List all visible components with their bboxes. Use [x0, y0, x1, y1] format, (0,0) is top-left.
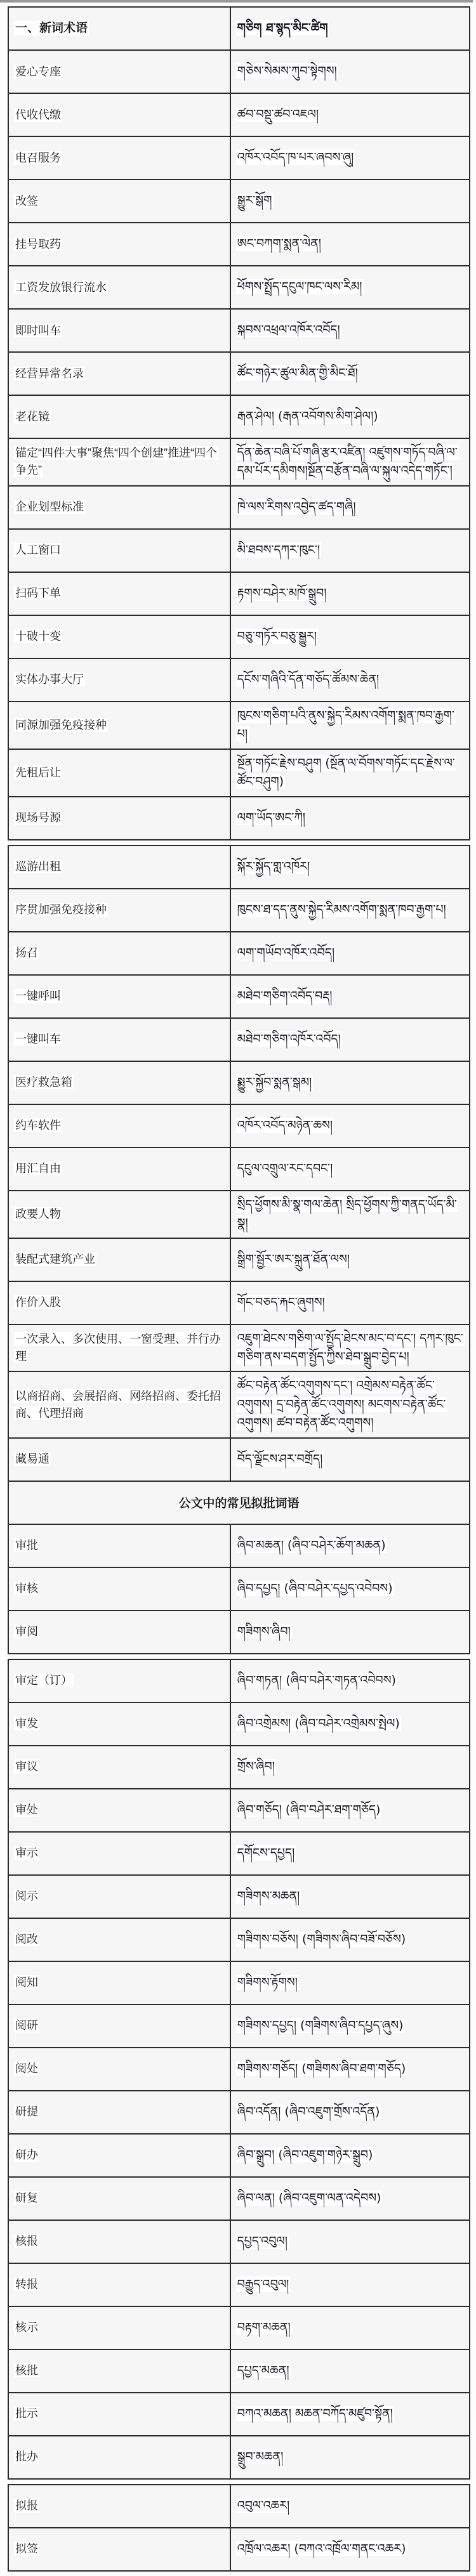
term-chinese-cell-text: 阅处	[15, 2062, 38, 2076]
term-tibetan-cell-text: ཚབ་བསྡུ་ཚབ་འཇལ།	[237, 107, 319, 122]
term-chinese-cell	[8, 1524, 230, 1567]
term-tibetan-cell	[230, 136, 470, 180]
table-row	[8, 529, 470, 572]
term-chinese-cell-text: 同源加强免疫接种	[15, 718, 107, 731]
term-chinese-cell-text: 人工窗口	[15, 544, 61, 557]
term-chinese-cell-text: 阅示	[15, 1890, 38, 1903]
term-tibetan-cell	[230, 2134, 470, 2177]
table-row	[8, 1281, 470, 1324]
term-chinese-cell-text: 拟报	[15, 2499, 38, 2513]
term-tibetan-cell	[230, 2485, 470, 2528]
term-chinese-cell	[8, 50, 230, 93]
term-tibetan-cell	[230, 615, 470, 658]
term-chinese-cell	[8, 932, 230, 975]
term-tibetan-cell	[230, 2393, 470, 2436]
term-tibetan-cell-text: སྨྱུར་སྐྱོབ་སྨན་སྒམ།	[237, 1075, 312, 1089]
table-row	[8, 93, 470, 136]
term-tibetan-cell-text: དཔྱད་འབུལ།	[237, 2233, 288, 2248]
term-tibetan-cell	[230, 702, 470, 749]
table-row	[8, 352, 470, 395]
term-chinese-cell	[8, 797, 230, 840]
term-tibetan-cell-text: ཞིབ་འདོན། (ཞིབ་འཇུག་གྲོས་འདོན)	[237, 2104, 380, 2119]
term-tibetan-cell-text: འཁོར་འབོད་མཉེན་ཆས།	[237, 1118, 333, 1132]
term-tibetan-cell	[230, 395, 470, 438]
table-row	[8, 2134, 470, 2177]
term-tibetan-cell-text: མི་ཐབས་དཀར་ཁུང་།	[237, 543, 321, 558]
tables-container	[0, 6, 476, 2572]
term-chinese-cell	[8, 529, 230, 572]
term-chinese-cell-text: 用汇自由	[15, 1162, 61, 1175]
term-tibetan-cell	[230, 932, 470, 975]
term-tibetan-cell	[230, 572, 470, 615]
term-tibetan-cell	[230, 2350, 470, 2393]
term-tibetan-cell-text: རྒན་ཤེལ། (རྒན་འབོགས་མིག་ཤེལ།)	[237, 409, 378, 424]
term-tibetan-cell	[230, 1961, 470, 2004]
term-chinese-cell-text: 锚定“四件大事”聚焦“四个创建”推进“四个争先”	[15, 447, 217, 477]
term-table	[8, 2484, 470, 2572]
term-tibetan-cell	[230, 7, 470, 50]
term-chinese-cell	[8, 2350, 230, 2393]
term-tibetan-cell	[230, 1611, 470, 1654]
term-tibetan-cell-text: གཟིགས་མཆན།	[237, 1888, 300, 1903]
table-row	[8, 749, 470, 797]
table-row	[8, 1371, 470, 1437]
term-chinese-cell-text: 装配式建筑产业	[15, 1253, 95, 1265]
term-chinese-cell-text: 政要人物	[15, 1207, 61, 1220]
table-row	[8, 1875, 470, 1918]
term-chinese-cell-text: 电召服务	[15, 151, 61, 164]
term-tibetan-cell	[230, 1567, 470, 1611]
term-tibetan-cell	[230, 1438, 470, 1481]
term-chinese-cell-text: 研提	[15, 2105, 38, 2119]
term-tibetan-cell-text: ཞིབ་སྒྲུབ། (ཞིབ་འཇུག་གཉེར་སྒྲུབ)	[237, 2147, 373, 2162]
term-chinese-cell	[8, 438, 230, 486]
term-chinese-cell	[8, 1961, 230, 2004]
table-row	[8, 2004, 470, 2048]
term-chinese-cell-text: 代收代缴	[15, 108, 61, 121]
term-table	[8, 1659, 470, 2480]
term-chinese-cell-text: 挂号取药	[15, 237, 61, 251]
term-chinese-cell	[8, 2263, 230, 2306]
term-tibetan-cell-text: འཇུག་ཐེངས་གཅིག་ལ་སྤྱོད་ཐེངས་མང་བ་དང་། དཀར་ཁུང་གཅིག་ནས་བདག་སྤྱོད་ཀྱིས་ཐེབ་སྒྲུབ་བྱེད་པ།	[237, 1331, 463, 1364]
term-tibetan-cell-text: གཟིགས་གཅོད། (གཟིགས་ཞིབ་ཐག་གཅོད)	[237, 2061, 406, 2076]
table-row	[8, 2220, 470, 2263]
term-tibetan-cell-text: གཟིགས་རྟོགས།	[237, 1975, 298, 1989]
term-chinese-cell	[8, 7, 230, 50]
term-chinese-cell-text: 拟签	[15, 2542, 38, 2556]
term-chinese-cell	[8, 1281, 230, 1324]
term-chinese-cell	[8, 1789, 230, 1832]
term-chinese-cell	[8, 2528, 230, 2571]
term-chinese-cell	[8, 1567, 230, 1611]
term-chinese-cell	[8, 136, 230, 180]
table-row	[8, 932, 470, 975]
table-row	[8, 2393, 470, 2436]
table-row	[8, 136, 470, 180]
term-tibetan-cell-text: སྒྲིག་སྦྱོར་ཨར་སྐྲུན་ཐོན་ལས།	[237, 1252, 350, 1266]
table-row	[8, 1703, 470, 1746]
table-row	[8, 1789, 470, 1832]
term-chinese-cell	[8, 1611, 230, 1654]
term-chinese-cell-text: 约车软件	[15, 1119, 61, 1132]
term-chinese-cell	[8, 1918, 230, 1961]
term-tibetan-cell-text: ཨང་བཀག་སྨན་ལེན།	[237, 237, 321, 251]
term-chinese-cell	[8, 352, 230, 395]
term-chinese-cell-text: 核报	[15, 2235, 38, 2248]
term-chinese-cell	[8, 180, 230, 223]
term-chinese-cell	[8, 1104, 230, 1147]
term-tibetan-cell	[230, 1703, 470, 1746]
term-chinese-cell	[8, 2393, 230, 2436]
table-row	[8, 486, 470, 529]
table-row	[8, 615, 470, 658]
term-table	[8, 845, 470, 1654]
term-chinese-cell-text: 转报	[15, 2278, 38, 2291]
table-row	[8, 1961, 470, 2004]
term-table	[8, 6, 470, 840]
table-row	[8, 2350, 470, 2393]
term-chinese-cell-text: 扬召	[15, 946, 38, 960]
term-chinese-cell	[8, 2134, 230, 2177]
term-chinese-cell	[8, 2436, 230, 2479]
term-chinese-cell-text: 老花镜	[15, 410, 50, 423]
term-tibetan-cell	[230, 2263, 470, 2306]
term-tibetan-cell-text: བཅུ་གཏོར་བཅུ་སྒྱུར།	[237, 629, 317, 644]
term-tibetan-cell-text: བརྟག་མཆན།	[237, 2320, 291, 2334]
table-row	[8, 2263, 470, 2306]
term-tibetan-cell	[230, 846, 470, 889]
term-chinese-cell	[8, 615, 230, 658]
term-chinese-cell	[8, 1147, 230, 1191]
term-tibetan-cell-text: གཟིགས་བཅོས། (གཟིགས་ཞིབ་བཟོ་བཅོས)	[237, 1932, 406, 1946]
table-row	[8, 846, 470, 889]
term-chinese-cell	[8, 1703, 230, 1746]
term-tibetan-cell-text: ཞིབ་གཏན། (ཞིབ་བཤེར་གཏན་འབེབས)	[237, 1673, 396, 1687]
term-chinese-cell-text: 阅研	[15, 2019, 38, 2032]
term-tibetan-cell	[230, 1324, 470, 1372]
table-row	[8, 1104, 470, 1147]
term-chinese-cell-text: 核批	[15, 2364, 38, 2377]
term-tibetan-cell-text: སྐབས་འཕྲལ་འཁོར་འབོད།	[237, 323, 340, 337]
term-chinese-cell-text: 审定（订）	[15, 1674, 72, 1687]
term-tibetan-cell	[230, 2528, 470, 2571]
term-tibetan-cell-text: སྔོན་གཏོང་རྗེས་བཤུག (སྔོན་ལ་བོགས་གཏོང་དང་རྗེས་ལ་ཚོང་བཤུག)	[237, 755, 455, 789]
term-tibetan-cell-text: འཁྲོལ་འཆར། (བཀའ་འཁྲོལ་གནང་འཆར)	[237, 2541, 406, 2556]
table-row	[8, 2177, 470, 2220]
term-tibetan-cell-text: ཞིབ་མཆན། (ཞིབ་བཤེར་ཆོག་མཆན)	[237, 1538, 386, 1552]
term-tibetan-cell	[230, 749, 470, 797]
term-tibetan-cell-text: ཞིབ་གཅོད། (ཞིབ་བཤེར་ཐག་གཅོད)	[237, 1802, 381, 1817]
table-row	[8, 2436, 470, 2479]
term-chinese-cell-text: 阅知	[15, 1976, 38, 1989]
column-header-row	[8, 7, 470, 50]
term-chinese-cell	[8, 1324, 230, 1372]
term-tibetan-cell-text: དོན་ཆེན་བཞི་པོ་གཞི་རྩར་འཛིན། འཛུགས་གཏོད་བཞི་ལ་དམ་པོར་དམིགས།སྔོན་བརྩོན་བཞི་ལ་སྐུལ་འདེད་གཏོང་།	[237, 445, 458, 478]
term-chinese-cell-text: 审发	[15, 1717, 38, 1730]
table-row	[8, 1061, 470, 1104]
term-chinese-cell-text: 审处	[15, 1803, 38, 1817]
table-row	[8, 2091, 470, 2134]
term-tibetan-cell	[230, 438, 470, 486]
term-chinese-cell	[8, 658, 230, 702]
term-chinese-cell	[8, 93, 230, 136]
term-tibetan-cell	[230, 1875, 470, 1918]
term-chinese-cell	[8, 2048, 230, 2091]
table-row	[8, 1746, 470, 1789]
term-tibetan-cell-text: ལག་ཡོད་ཨང་ཀི།	[237, 810, 305, 825]
term-chinese-cell	[8, 1238, 230, 1281]
term-tibetan-cell-text: ཚོང་གཉེར་ཚུལ་མིན་གྱི་མིང་ཐོ།	[237, 366, 358, 381]
table-row	[8, 1438, 470, 1481]
term-tibetan-cell-text: བོད་ལྗོངས་ཤར་བགྲོད།	[237, 1451, 323, 1466]
term-chinese-cell	[8, 702, 230, 749]
section-header-row	[8, 1481, 470, 1524]
term-chinese-cell-text: 审阅	[15, 1625, 38, 1638]
term-tibetan-cell	[230, 2306, 470, 2350]
table-row	[8, 1191, 470, 1238]
table-row	[8, 1238, 470, 1281]
term-tibetan-cell	[230, 975, 470, 1018]
term-tibetan-cell-text: ཕོགས་སྤྲོད་དངུལ་ཁང་ལས་རིམ།	[237, 280, 362, 294]
term-chinese-cell	[8, 1061, 230, 1104]
term-tibetan-cell-text: སྐོར་སྐྱོད་གླ་འཁོར།	[237, 859, 310, 873]
term-chinese-cell	[8, 1875, 230, 1918]
term-chinese-cell-text: 序贯加强免疫接种	[15, 903, 107, 917]
term-tibetan-cell	[230, 180, 470, 223]
term-tibetan-cell	[230, 486, 470, 529]
table-row	[8, 702, 470, 749]
term-tibetan-cell	[230, 1061, 470, 1104]
term-tibetan-cell-text: དངོས་གཞིའི་དོན་གཅོད་ཚོམས་ཆེན།	[237, 672, 380, 687]
section-title-text: 公文中的常见拟批词语	[178, 1497, 300, 1511]
term-chinese-cell-text: 一键呼叫	[15, 990, 61, 1003]
table-row	[8, 2306, 470, 2350]
term-chinese-cell	[8, 846, 230, 889]
term-chinese-cell-text: 现场号源	[15, 811, 61, 825]
term-chinese-cell-text: 工资发放银行流水	[15, 280, 107, 294]
table-row	[8, 1018, 470, 1061]
table-row	[8, 1918, 470, 1961]
term-chinese-cell-text: 实体办事大厅	[15, 673, 84, 686]
term-chinese-cell	[8, 1191, 230, 1238]
term-chinese-cell-text: 企业划型标准	[15, 500, 84, 514]
term-chinese-cell	[8, 1018, 230, 1061]
term-chinese-cell-text: 研办	[15, 2148, 38, 2162]
table-row	[8, 1147, 470, 1191]
term-tibetan-cell-text: བཀའ་མཆན། མཆན་བཀོད་མཛུབ་སྟོན།	[237, 2406, 393, 2421]
term-chinese-cell-text: 一、新词术语	[15, 21, 88, 35]
term-chinese-cell	[8, 889, 230, 932]
term-tibetan-cell	[230, 1746, 470, 1789]
table-row	[8, 2528, 470, 2571]
term-tibetan-cell	[230, 1191, 470, 1238]
table-row	[8, 50, 470, 93]
term-tibetan-cell	[230, 658, 470, 702]
term-chinese-cell	[8, 2091, 230, 2134]
term-chinese-cell-text: 一次录入、多次使用、一窗受理、并行办理	[15, 1332, 221, 1363]
term-chinese-cell-text: 爱心专座	[15, 65, 61, 78]
term-tibetan-cell	[230, 309, 470, 352]
table-row	[8, 438, 470, 486]
term-chinese-cell-text: 批示	[15, 2407, 38, 2421]
term-chinese-cell	[8, 2306, 230, 2350]
term-chinese-cell-text: 作价入股	[15, 1296, 61, 1309]
term-tibetan-cell-text: ཞིབ་ལན། (ཞིབ་འཇུག་ལན་འདེབས)	[237, 2190, 381, 2205]
term-tibetan-cell	[230, 2177, 470, 2220]
table-row	[8, 658, 470, 702]
term-tibetan-cell	[230, 93, 470, 136]
term-chinese-cell-text: 审议	[15, 1760, 38, 1774]
term-chinese-cell	[8, 309, 230, 352]
table-row	[8, 266, 470, 309]
table-row	[8, 223, 470, 266]
term-tibetan-cell-text: སྒྲུབ་མཆན།	[237, 2449, 284, 2464]
term-tibetan-cell	[230, 1832, 470, 1875]
term-chinese-cell	[8, 266, 230, 309]
term-tibetan-cell	[230, 1659, 470, 1703]
table-row	[8, 1832, 470, 1875]
term-tibetan-cell	[230, 1018, 470, 1061]
table-row	[8, 180, 470, 223]
table-row	[8, 889, 470, 932]
term-tibetan-cell-text: ཁུངས་གཅིག་པའི་ནུས་སྐྱེད་རིམས་འགོག་སྨན་ཁབ་རྒྱག་པ།	[237, 708, 454, 742]
term-chinese-cell-text: 以商招商、会展招商、网络招商、委托招商、代理招商	[15, 1389, 221, 1420]
term-chinese-cell	[8, 975, 230, 1018]
term-tibetan-cell-text: ཞིབ་འགྲེམས། (ཞིབ་བཤེར་འགྲེམས་སྤེལ)	[237, 1716, 400, 1730]
term-tibetan-cell-text: གོང་བཅད་རྐང་ཞུགས།	[237, 1295, 325, 1309]
term-tibetan-cell	[230, 1238, 470, 1281]
table-row	[8, 975, 470, 1018]
term-chinese-cell	[8, 1371, 230, 1437]
table-row	[8, 2048, 470, 2091]
term-tibetan-cell-text: མཐེབ་གཅིག་འབོད་བརྡ།	[237, 988, 333, 1003]
table-row	[8, 1659, 470, 1703]
term-tibetan-cell	[230, 1918, 470, 1961]
table-row	[8, 309, 470, 352]
term-chinese-cell-text: 先租后让	[15, 766, 61, 779]
table-row	[8, 797, 470, 840]
term-tibetan-cell-text: དངུལ་འགྲུལ་རང་དབང་།	[237, 1161, 333, 1175]
term-chinese-cell-text: 批办	[15, 2450, 38, 2464]
term-tibetan-cell-text: ཚོང་བརྟེན་ཚོང་འགུགས་དང་། འགྲེམས་བརྟེན་ཚོང་འགུགས། དྲ་བརྟེན་ཚོང་འགུགས། མངགས་བརྟེན་ཚོང་འགུགས། ཚབ་བརྟེན་ཚོང་འགུགས།	[237, 1378, 446, 1430]
term-tibetan-cell-text: དགོངས་དཔྱད།	[237, 1845, 295, 1860]
term-tibetan-cell	[230, 1104, 470, 1147]
term-tibetan-cell-text: འཁོར་འབོད་ཁ་པར་ཞབས་ཞུ།	[237, 150, 354, 165]
term-tibetan-cell	[230, 1147, 470, 1191]
term-tibetan-cell	[230, 2004, 470, 2048]
table-row	[8, 395, 470, 438]
term-tibetan-cell	[230, 2436, 470, 2479]
term-tibetan-cell	[230, 266, 470, 309]
term-chinese-cell-text: 一键叫车	[15, 1033, 61, 1046]
term-chinese-cell	[8, 749, 230, 797]
term-tibetan-cell-text: བརྒྱུད་འབུལ།	[237, 2277, 289, 2291]
table-row	[8, 1524, 470, 1567]
term-tibetan-cell-text: ཞིབ་དཔྱད། (ཞིབ་བཤེར་དཔྱད་འབེབས)	[237, 1581, 393, 1595]
term-chinese-cell	[8, 395, 230, 438]
term-tibetan-cell-text: སྒྱུར་སྒོག	[237, 193, 272, 208]
term-chinese-cell	[8, 223, 230, 266]
term-tibetan-cell	[230, 2091, 470, 2134]
term-tibetan-cell	[230, 889, 470, 932]
term-tibetan-cell-text: གྲོས་ཞིབ།	[237, 1759, 275, 1774]
top-cutoff-rule	[0, 0, 473, 3]
term-chinese-cell-text: 审示	[15, 1847, 38, 1860]
term-chinese-cell	[8, 1832, 230, 1875]
term-tibetan-cell-text: ཁེ་ལས་རིགས་འབྱེད་ཚད་གཞི།	[237, 500, 356, 514]
term-chinese-cell-text: 研复	[15, 2192, 38, 2205]
term-chinese-cell	[8, 1438, 230, 1481]
term-tibetan-cell	[230, 2048, 470, 2091]
term-tibetan-cell-text: གཅེས་སེམས་ཀུབ་སྟེགས།	[237, 64, 337, 79]
term-tibetan-cell	[230, 1789, 470, 1832]
term-tibetan-cell	[230, 50, 470, 93]
table-row	[8, 1611, 470, 1654]
term-tibetan-cell-text: འབུལ་འཆར།	[237, 2498, 290, 2513]
term-tibetan-cell-text: གཟིགས་དཔྱད། (གཟིགས་ཞིབ་དཔྱད་ཞུས)	[237, 2018, 404, 2032]
term-tibetan-cell-text: ཁུངས་ཐ་དད་ནུས་སྐྱེད་རིམས་འགོག་སྨན་ཁབ་རྒྱག་པ།	[237, 902, 446, 917]
term-tibetan-cell-text: གཟིགས་ཞིབ།	[237, 1624, 291, 1638]
term-chinese-cell-text: 审批	[15, 1539, 38, 1552]
term-chinese-cell-text: 经营异常名录	[15, 367, 84, 380]
term-tibetan-cell-text: ལག་གཡོབ་འཁོར་འབོད།	[237, 945, 335, 960]
term-tibetan-cell-text: རྟགས་བཤེར་མཁོ་སྒྲུབ།	[237, 586, 327, 601]
term-tibetan-cell-text: མཐེབ་གཅིག་འཁོར་འབོད།	[237, 1031, 341, 1046]
term-tibetan-cell	[230, 1371, 470, 1437]
term-chinese-cell-text: 藏易通	[15, 1453, 50, 1466]
term-chinese-cell-text: 医疗救急箱	[15, 1076, 72, 1089]
term-tibetan-cell	[230, 223, 470, 266]
term-chinese-cell-text: 阅改	[15, 1933, 38, 1946]
table-row	[8, 572, 470, 615]
term-chinese-cell	[8, 2485, 230, 2528]
term-chinese-cell	[8, 1746, 230, 1789]
term-chinese-cell-text: 十破十变	[15, 630, 61, 643]
term-chinese-cell	[8, 2004, 230, 2048]
term-tibetan-cell-text: སྲིད་ཕྱོགས་མི་སྣ་གལ་ཆེན། སྲིད་ཕྱོགས་ཀྱི་གནད་ཡོད་མི་སྣ།	[237, 1197, 457, 1231]
section-title	[8, 1481, 470, 1524]
term-chinese-cell-text: 巡游出租	[15, 860, 61, 873]
term-tibetan-cell-text: གཅིག ཐ་སྙད་མིང་ཚིག	[237, 21, 328, 36]
term-chinese-cell-text: 即时叫车	[15, 324, 61, 337]
term-chinese-cell	[8, 486, 230, 529]
term-chinese-cell-text: 扫码下单	[15, 587, 61, 600]
term-chinese-cell-text: 核示	[15, 2321, 38, 2334]
term-tibetan-cell-text: དཔྱད་མཆན།	[237, 2363, 289, 2377]
term-tibetan-cell	[230, 1524, 470, 1567]
term-tibetan-cell	[230, 797, 470, 840]
table-row	[8, 2485, 470, 2528]
term-tibetan-cell	[230, 352, 470, 395]
term-tibetan-cell	[230, 529, 470, 572]
term-tibetan-cell	[230, 2220, 470, 2263]
term-chinese-cell	[8, 1659, 230, 1703]
term-chinese-cell	[8, 572, 230, 615]
term-chinese-cell	[8, 2220, 230, 2263]
table-row	[8, 1324, 470, 1372]
table-row	[8, 1567, 470, 1611]
term-chinese-cell	[8, 2177, 230, 2220]
term-chinese-cell-text: 改签	[15, 194, 38, 207]
term-chinese-cell-text: 审核	[15, 1582, 38, 1595]
term-tibetan-cell	[230, 1281, 470, 1324]
